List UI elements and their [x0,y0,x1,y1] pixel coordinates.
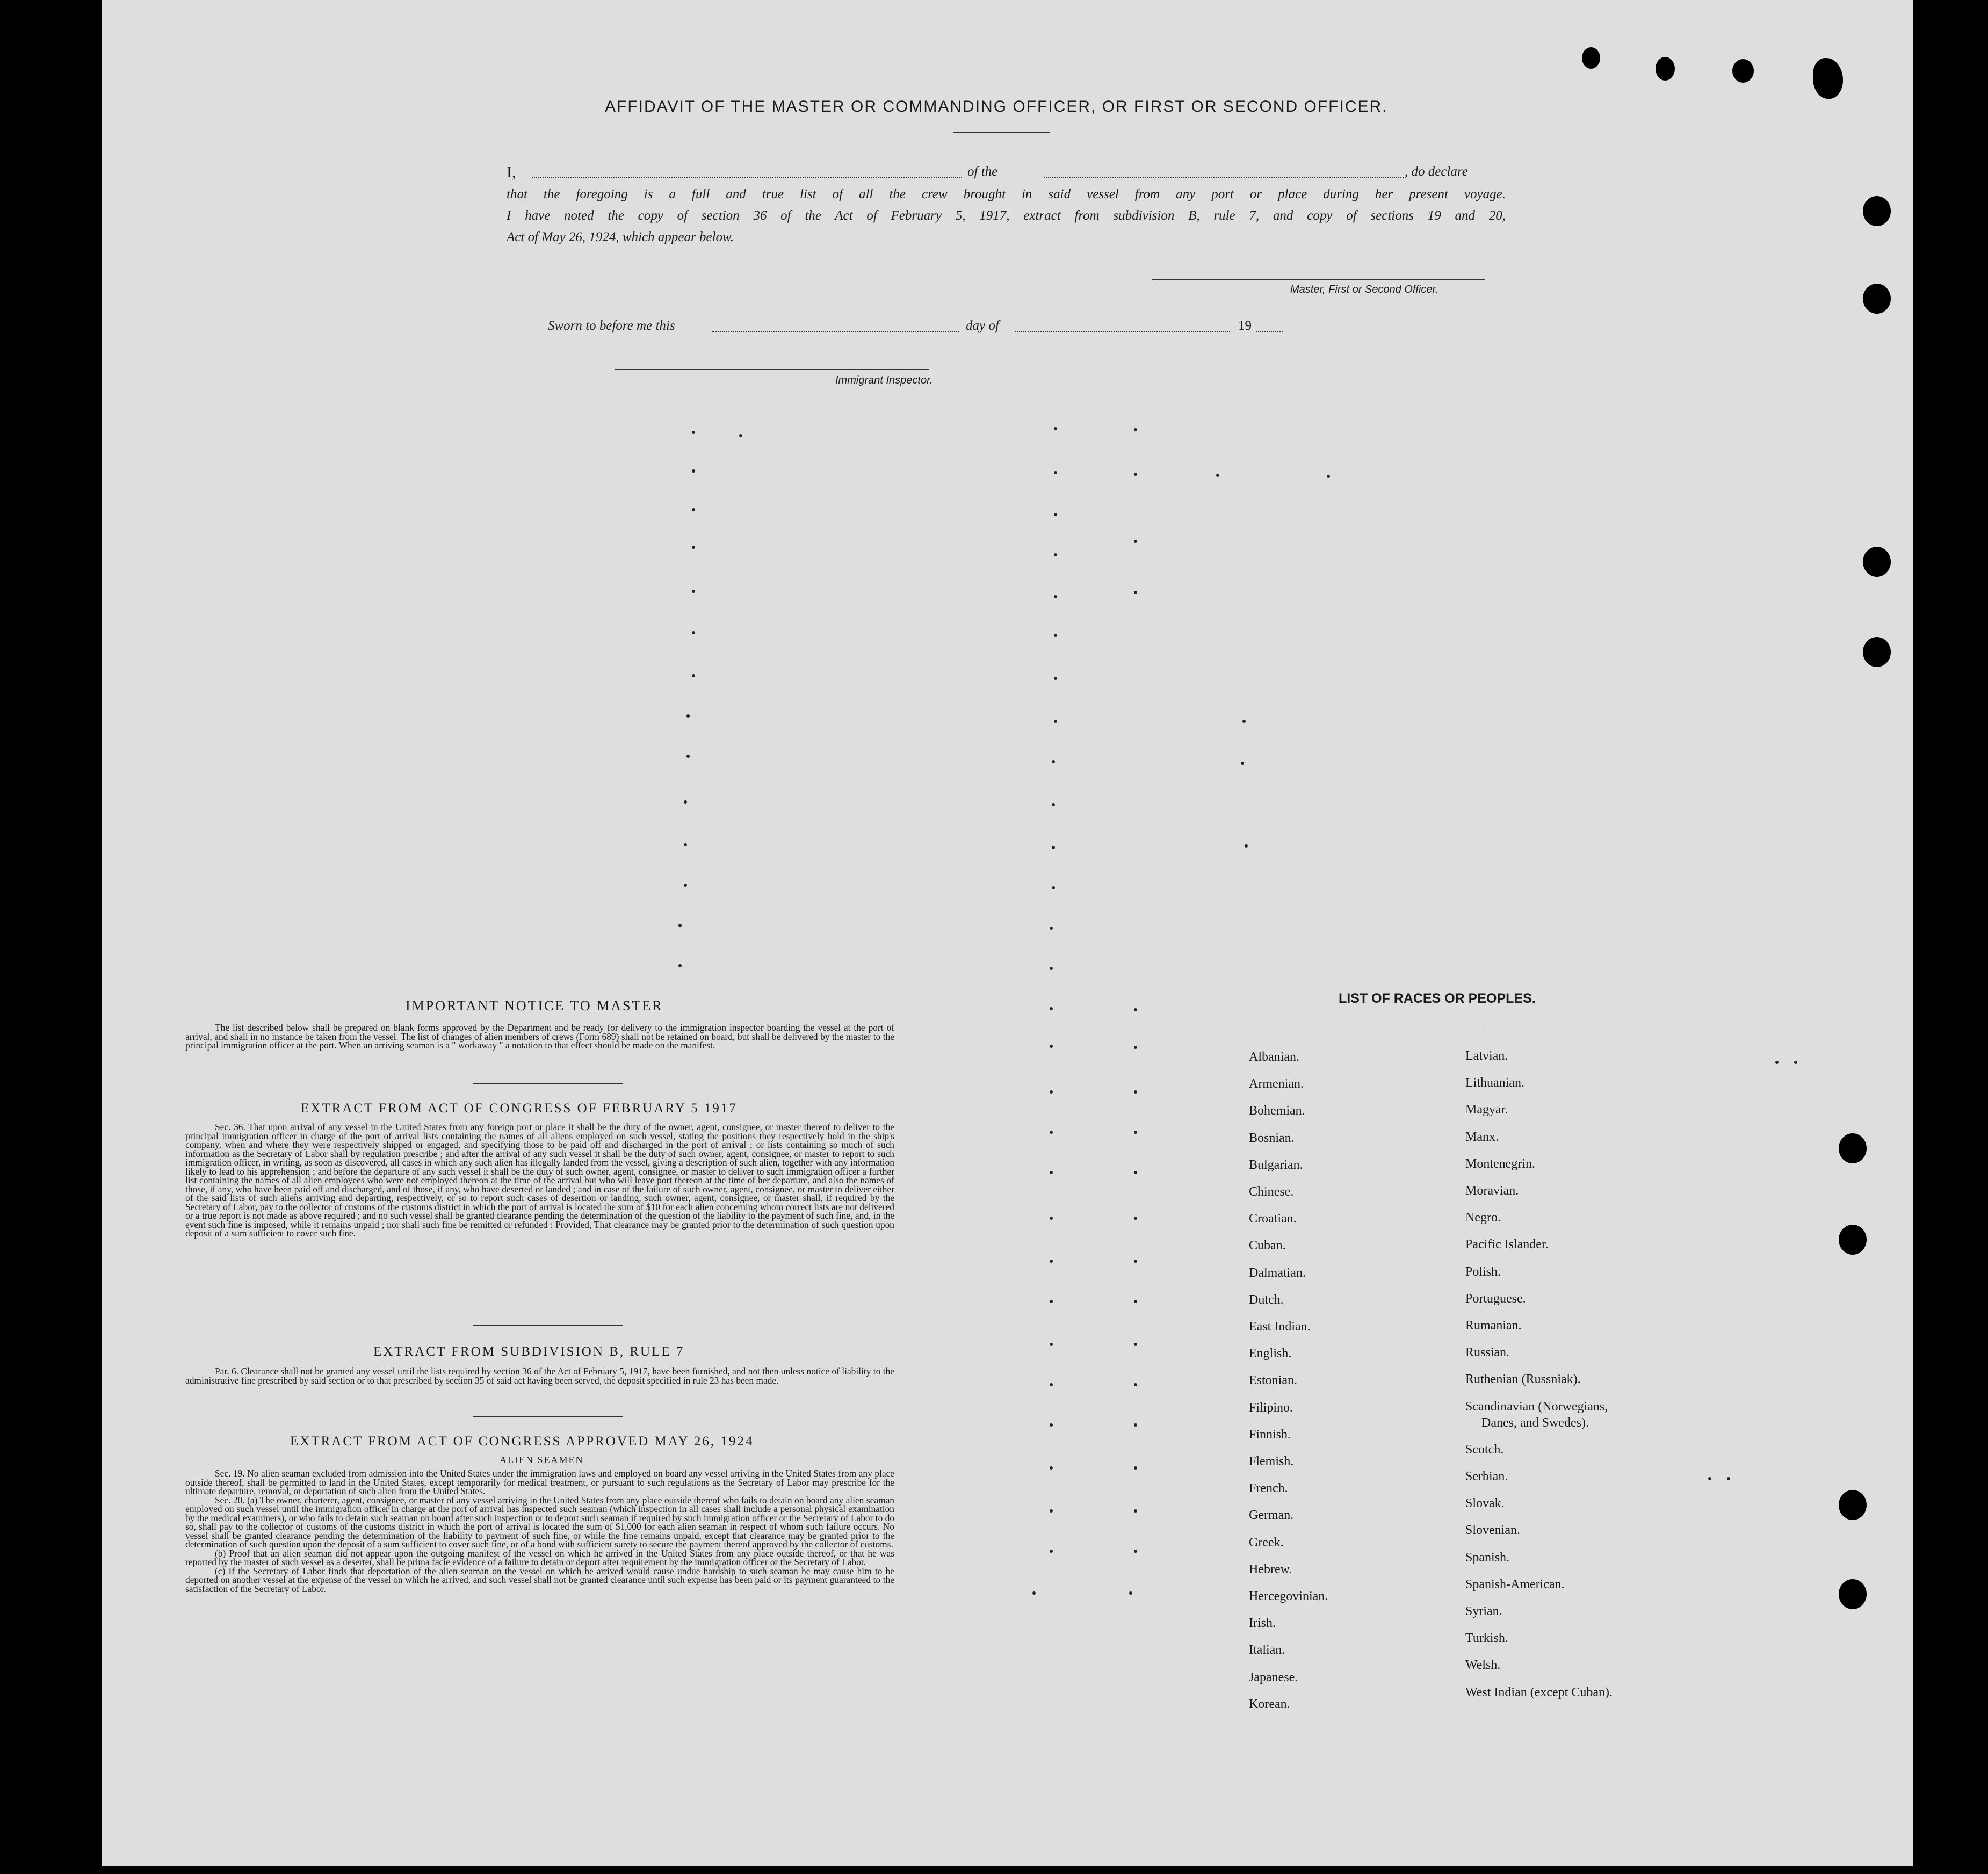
race-item: Magyar. [1465,1103,1508,1117]
race-item: Bosnian. [1249,1131,1295,1145]
race-item: Serbian. [1465,1470,1508,1484]
sec20c-paragraph: (c) If the Secretary of Labor finds that deportation of the alien seaman on the vessel on which he arrived would cause undue hardship to such seaman he may cause him to be deported on another vessel at the expense of the vessel on which he arrived, and such vessel shall not be granted clearance until such expense has been paid or its payment guaranteed to the satisfaction of the Secretary of Labor. [185,1565,894,1594]
race-item: Moravian. [1465,1184,1519,1198]
sec20a-paragraph: Sec. 20. (a) The owner, charterer, agent, consignee, or master of any vessel arriving in the United States from any place outside thereof who fails to detain on board any alien seaman employed on such vessel until the immigration officer in charge at the port of arrival has inspected such seaman (which inspection in all cases shall include a personal physical examination by the medical examiners), or who fails to detain such seaman on board after such inspection or to deport such seaman if required by such immigration officer or the Secretary of Labor to do so, shall pay to the collector of customs of the customs district in which the port of arrival is located the sum of $1,000 for each alien seaman in respect of whom such failure occurs. No vessel shall be granted clearance pending the determination of the liability to payment of such fine, or while the fine remains unpaid, except that clearance may be granted prior to the determination of such question upon the deposit of a sum sufficient to cover such fine, or of a bond with sufficient surety to secure the payment thereof approved by the collector of customs. [185,1494,894,1550]
race-item: Bohemian. [1249,1104,1305,1118]
extract-rule7-paragraph: Par. 6. Clearance shall not be granted any vessel until the lists required by section 36 of the Act of February 5, 1917, have been furnished, and not then unless notice of liability to the administrative fine prescribed by said section or to that prescribed by section 35 of said act having been served, the deposit specified in rule 23 has been made. [185,1366,894,1386]
sec20b-paragraph: (b) Proof that an alien seaman did not appear upon the outgoing manifest of the vessel on which he arrived in the United States from any place outside thereof, or that he was reported by the master of such vessel as a deserter, shall be prima facie evidence of a failure to detain or deport after requirement by the immigration officer or the Secretary of Labor. [185,1547,894,1567]
punch-hole [1813,58,1843,99]
declarant-name-field[interactable] [532,177,962,178]
race-item: Slovenian. [1465,1523,1520,1538]
race-item: Welsh. [1465,1658,1501,1673]
vessel-name-field[interactable] [1044,177,1404,178]
extract-rule7-title: EXTRACT FROM SUBDIVISION B, RULE 7 [373,1344,685,1359]
race-item: Turkish. [1465,1631,1508,1646]
signature-field[interactable] [1152,279,1485,280]
divider [473,1083,623,1084]
race-item: Pacific Islander. [1465,1238,1549,1252]
race-item: West Indian (except Cuban). [1465,1685,1613,1699]
race-item: Danes, and Swedes). [1481,1415,1589,1430]
race-item: Irish. [1249,1616,1276,1631]
extract-rule7-body [185,1367,894,1385]
year-prefix: 19 [1238,319,1252,333]
race-item: Scotch. [1465,1442,1504,1457]
sworn-day-field[interactable] [712,331,959,332]
race-item: Filipino. [1249,1400,1293,1415]
race-item: Lithuanian. [1465,1076,1524,1090]
form-sheet [102,0,1913,1866]
do-declare-label: , do declare [1405,164,1468,179]
race-item: German. [1249,1508,1294,1523]
affidavit-title: AFFIDAVIT OF THE MASTER OR COMMANDING OFFICER, OR FIRST OR SECOND OFFICER. [605,98,1388,115]
race-item: Negro. [1465,1211,1501,1225]
races-title: LIST OF RACES OR PEOPLES. [1339,991,1536,1006]
race-item: Latvian. [1465,1049,1508,1063]
punch-hole [1839,1490,1867,1520]
declarant-line [507,163,1506,185]
i-label: I, [507,163,516,181]
race-item: Bulgarian. [1249,1157,1303,1172]
sworn-line [548,319,1407,340]
punch-hole [1863,637,1891,667]
declaration-line: Act of May 26, 1924, which appear below. [507,230,734,244]
race-item: Polish. [1465,1264,1501,1279]
race-item: Manx. [1465,1130,1499,1144]
notice-body [185,1023,894,1050]
punch-hole [1863,547,1891,577]
punch-hole [1839,1579,1867,1609]
inspector-signature-field[interactable] [615,369,929,370]
sworn-month-field[interactable] [1015,331,1230,332]
declaration-text [507,184,1506,248]
race-item: Flemish. [1249,1455,1294,1468]
extract-1917-title: EXTRACT FROM ACT OF CONGRESS OF FEBRUARY 5 1917 [301,1101,738,1116]
race-item: East Indian. [1249,1320,1311,1334]
punch-hole [1839,1225,1867,1255]
race-item: Cuban. [1249,1239,1286,1253]
race-item: Ruthenian (Russniak). [1465,1372,1581,1387]
extract-1924-title: EXTRACT FROM ACT OF CONGRESS APPROVED MAY 26, 1924 [290,1434,754,1449]
declaration-line: I have noted the copy of section 36 of the Act of February 5, 1917, extract from subdivision B, rule 7, and copy of sections 19 and 20, [507,208,1506,223]
sec19-paragraph: Sec. 19. No alien seaman excluded from admission into the United States under the immigration laws and employed on board any vessel arriving in the United States from any place outside thereof, shall be permitted to land in the United States, except temporarily for medical treatment, or pursuant to such regulations as the Secretary of Labor may prescribe for the ultimate departure, removal, or deportation of such alien from the United States. [185,1468,894,1496]
race-item: Spanish. [1465,1550,1510,1565]
divider [473,1325,623,1326]
race-item: Albanian. [1249,1050,1299,1064]
race-item: Spanish-American. [1465,1577,1565,1591]
of-the-label: of the [967,164,998,179]
signature-caption: Master, First or Second Officer. [1290,284,1439,295]
notice-title: IMPORTANT NOTICE TO MASTER [406,998,663,1014]
race-item: Italian. [1249,1643,1285,1658]
race-item: French. [1249,1481,1288,1496]
race-item: Chinese. [1249,1185,1294,1199]
race-item: Estonian. [1249,1373,1297,1388]
race-item: Rumanian. [1465,1319,1522,1333]
divider [953,132,1050,133]
extract-1924-subtitle: ALIEN SEAMEN [500,1455,584,1465]
punch-hole [1863,196,1891,226]
inspector-caption: Immigrant Inspector. [835,374,933,386]
punch-hole [1732,59,1754,83]
race-item: Korean. [1249,1697,1290,1711]
race-item: Portuguese. [1465,1291,1526,1306]
day-of-label: day of [966,319,999,333]
race-item: English. [1249,1347,1292,1361]
declaration-line: that the foregoing is a full and true list of all the crew brought in said vessel from any port or place during her present voyage. [507,187,1506,201]
race-item: Hebrew. [1249,1562,1292,1576]
race-item: Armenian. [1249,1077,1304,1091]
punch-hole [1839,1133,1867,1163]
race-item: Hercegovinian. [1249,1589,1328,1603]
sworn-year-field[interactable] [1256,331,1283,332]
race-item: Russian. [1465,1345,1510,1360]
punch-hole [1863,284,1891,314]
race-item: Dalmatian. [1249,1265,1306,1280]
extract-1917-body [185,1123,894,1238]
race-item: Slovak. [1465,1496,1505,1511]
race-item: Japanese. [1249,1670,1298,1684]
extract-1917-paragraph: Sec. 36. That upon arrival of any vessel in the United States from any foreign port or place it shall be the duty of the owner, agent, consignee, or master thereof to deliver to the principal immigration officer in charge of the port of arrival lists containing the names of all aliens employed on such vessel, stating the positions they respectively hold in the ship's company, when and where they were respectively shipped or engaged, and specifying those to be paid off and discharged in the port of arrival ; or lists containing so much of such information as the Secretary of Labor shall by regulation prescribe ; and after the arrival of any such vessel it shall be the duty of such owner, agent, consignee, or master to report to such immigration officer, in writing, as soon as discovered, all cases in which any such alien has illegally landed from the vessel, giving a description of such alien, together with any information likely to lead to his apprehension ; and before the departure of any such vessel it shall be the duty of such owner, agent, consignee, or master to deliver to such immigration officer a further list containing the names of all alien employees who were not employed thereon at the time of the arrival but who will leave port thereon at the time of her departure, and also the names of those, if any, who have been paid off and discharged, and of those, if any, who have deserted or landed ; and in case of the failure of such owner, agent, consignee, or master to deliver either of the said lists of such aliens arriving and departing, respectively, or so to report such cases of desertion or landing, such owner, agent, consignee, or master shall, if required by the Secretary of Labor, pay to the collector of customs of the customs district in which the port of arrival is located the sum of $10 for each alien concerning whom correct lists are not delivered or a true report is not made as above required ; and no such vessel shall be granted clearance pending the determination of the question of the liability to the payment of such fine, and, in the event such fine is imposed, while it remains unpaid ; nor shall such fine be remitted or refunded : Provided, That clearance may be granted prior to the determination of such question upon deposit of a sum sufficient to cover such fine. [185,1121,894,1239]
race-item: Finnish. [1249,1427,1291,1442]
divider [473,1416,623,1417]
extract-1924-body [185,1469,894,1593]
race-item: Dutch. [1249,1292,1284,1307]
notice-paragraph: The list described below shall be prepared on blank forms approved by the Department and be ready for delivery to the immigration inspector boarding the vessel at the port of arrival, and shall in no instance be taken from the vessel. The list of changes of alien members of crews (Form 689) shall not be retained on board, but shall be delivered by the master to the principal immigration officer at the port. When an arriving seaman is a " workaway " a notation to that effect should be made on the manifest. [185,1022,894,1051]
race-item: Scandinavian (Norwegians, [1465,1399,1608,1414]
race-item: Croatian. [1249,1212,1297,1226]
punch-hole [1582,47,1600,69]
race-item: Montenegrin. [1465,1156,1535,1171]
race-item: Greek. [1249,1535,1284,1550]
race-item: Syrian. [1465,1604,1502,1618]
sworn-label: Sworn to before me this [548,319,675,333]
punch-hole [1656,57,1675,81]
